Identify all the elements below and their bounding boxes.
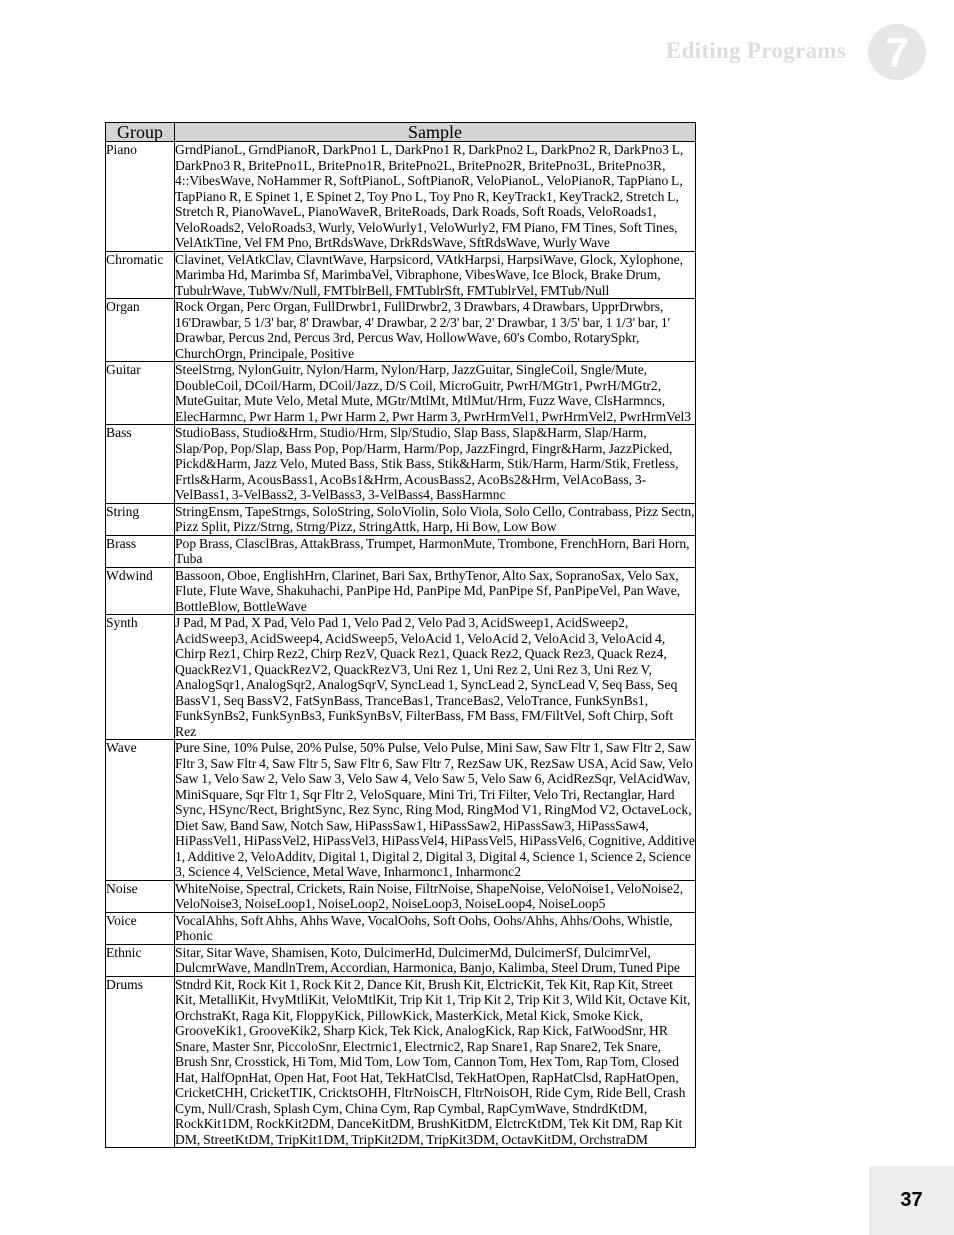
chapter-number: 7 xyxy=(885,29,909,76)
table-row xyxy=(106,976,696,1148)
group-cell: Brass xyxy=(106,535,175,567)
table-row xyxy=(106,142,696,252)
sample-cell: Sitar, Sitar Wave, Shamisen, Koto, DulcimerHd, DulcimerMd, DulcimerSf, DulcimrVel, DulcmrWave, MandlnTrem, Accordian, Harmonica, Banjo, Kalimba, Steel Drum, Tuned Pipe xyxy=(175,944,696,976)
chapter-title: Editing Programs xyxy=(665,38,846,63)
sample-cell: VocalAhhs, Soft Ahhs, Ahhs Wave, VocalOohs, Soft Oohs, Oohs/Ahhs, Ahhs/Oohs, Whistle, Phonic xyxy=(175,912,696,944)
group-cell: Guitar xyxy=(106,362,175,425)
table-row xyxy=(106,251,696,299)
group-cell: Synth xyxy=(106,615,175,740)
group-cell: String xyxy=(106,503,175,535)
sample-cell: Rock Organ, Perc Organ, FullDrwbr1, FullDrwbr2, 3 Drawbars, 4 Drawbars, UpprDrwbrs, 16'Drawbar, 5 1/3' bar, 8' Drawbar, 4' Drawbar, 2 2/3' bar, 2' Drawbar, 1 3/5' bar, 1 1/3' bar, 1' Drawbar, Percus 2nd, Percus 3rd, Percus Wav, HollowWave, 60's Combo, RotarySpkr, ChurchOrgn, Principale, Positive xyxy=(175,299,696,362)
group-cell: Noise xyxy=(106,880,175,912)
sample-cell: Bassoon, Oboe, EnglishHrn, Clarinet, Bari Sax, BrthyTenor, Alto Sax, SopranoSax, Velo Sax, Flute, Flute Wave, Shakuhachi, PanPipe Hd, PanPipe Md, PanPipe Sf, PanPipeVel, Pan Wave, BottleBlow, BottleWave xyxy=(175,567,696,615)
group-cell: Bass xyxy=(106,425,175,504)
column-header-sample: Sample xyxy=(175,123,696,142)
sample-cell: Pure Sine, 10% Pulse, 20% Pulse, 50% Pulse, Velo Pulse, Mini Saw, Saw Fltr 1, Saw Fltr 2, Saw Fltr 3, Saw Fltr 4, Saw Fltr 5, Saw Fltr 6, Saw Fltr 7, RezSaw UK, RezSaw USA, Acid Saw, Velo Saw 1, Velo Saw 2, Velo Saw 3, Velo Saw 4, Velo Saw 5, Velo Saw 6, AcidRezSqr, VelAcidWav, MiniSquare, Sqr Fltr 1, Sqr Fltr 2, VeloSquare, Mini Tri, Tri Filter, Velo Tri, Rectanglar, Hard Sync, HSync/Rect, BrightSync, Rez Sync, Ring Mod, RingMod V1, RingMod V2, OctaveLock, Diet Saw, Band Saw, Notch Saw, HiPassSaw1, HiPassSaw2, HiPassSaw3, HiPassSaw4, HiPassVel1, HiPassVel2, HiPassVel3, HiPassVel4, HiPassVel5, HiPassVel6, Cognitive, Additive 1, Additive 2, VeloAdditv, Digital 1, Digital 2, Digital 3, Digital 4, Science 1, Science 2, Science 3, Science 4, VelScience, Metal Wave, Inharmonc1, Inharmonc2 xyxy=(175,740,695,879)
table-row xyxy=(106,362,696,425)
sample-cell: J Pad, M Pad, X Pad, Velo Pad 1, Velo Pad 2, Velo Pad 3, AcidSweep1, AcidSweep2, AcidSweep3, AcidSweep4, AcidSweep5, VeloAcid 1, VeloAcid 2, VeloAcid 3, VeloAcid 4, Chirp Rez1, Chirp Rez2, Chirp RezV, Quack Rez1, Quack Rez2, Quack Rez3, Quack Rez4, QuackRezV1, QuackRezV2, QuackRezV3, Uni Rez 1, Uni Rez 2, Uni Rez 3, Uni Rez V, AnalogSqr1, AnalogSqr2, AnalogSqrV, SyncLead 1, SyncLead 2, SyncLead V, Seq Bass, Seq BassV1, Seq BassV2, FatSynBass, TranceBas1, TranceBas2, VeloTrance, FunkSynBs1, FunkSynBs2, FunkSynBs3, FunkSynBsV, FilterBass, FM Bass, FM/FiltVel, Soft Chirp, Soft Rez xyxy=(175,615,696,740)
sample-cell: Stndrd Kit, Rock Kit 1, Rock Kit 2, Dance Kit, Brush Kit, ElctricKit, Tek Kit, Rap Kit, Street Kit, MetalliKit, HvyMtliKit, VeloMtlKit, Trip Kit 1, Trip Kit 2, Trip Kit 3, Wild Kit, Octave Kit, OrchstraKt, Raga Kit, FloppyKick, PillowKick, MasterKick, Metal Kick, Smoke Kick, GrooveKik1, GrooveKik2, Sharp Kick, Tek Kick, AnalogKick, Rap Kick, FatWoodSnr, HR Snare, Master Snr, PiccoloSnr, Electrnic1, Electrnic2, Rap Snare1, Rap Snare2, Tek Snare, Brush Snr, Crosstick, Hi Tom, Mid Tom, Low Tom, Cannon Tom, Hex Tom, Rap Tom, Closed Hat, HalfOpnHat, Open Hat, Foot Hat, TekHatClsd, TekHatOpen, RapHatClsd, RapHatOpen, CricketCHH, CricketTIK, CricktsOHH, FltrNoisCH, FltrNoisOH, Ride Cym, Ride Bell, Crash Cym, Null/Crash, Splash Cym, China Cym, Rap Cymbal, RapCymWave, StndrdKtDM, RockKit1DM, RockKit2DM, DanceKitDM, BrushKitDM, ElctrcKtDM, Tek Kit DM, Rap Kit DM, StreetKtDM, TripKit1DM, TripKit2DM, TripKit3DM, OctavKitDM, OrchstraDM xyxy=(175,976,696,1148)
table-row xyxy=(106,299,696,362)
sample-cell: GrndPianoL, GrndPianoR, DarkPno1 L, DarkPno1 R, DarkPno2 L, DarkPno2 R, DarkPno3 L, DarkPno3 R, BritePno1L, BritePno1R, BritePno2L, BritePno2R, BritePno3L, BritePno3R, 4::VibesWave, NoHammer R, SoftPianoL, SoftPianoR, VeloPianoL, VeloPianoR, TapPiano L, TapPiano R, E Spinet 1, E Spinet 2, Toy Pno L, Toy Pno R, KeyTrack1, KeyTrack2, Stretch L, Stretch R, PianoWaveL, PianoWaveR, BriteRoads, Dark Roads, Soft Roads, VeloRoads1, VeloRoads2, VeloRoads3, Wurly, VeloWurly1, VeloWurly2, FM Piano, FM Tines, Soft Tines, VelAtkTine, Vel FM Pno, BrtRdsWave, DrkRdsWave, SftRdsWave, Wurly Wave xyxy=(175,142,696,252)
group-cell: Chromatic xyxy=(106,251,175,299)
sample-cell: Clavinet, VelAtkClav, ClavntWave, Harpsicord, VAtkHarpsi, HarpsiWave, Glock, Xylophone, Marimba Hd, Marimba Sf, MarimbaVel, Vibraphone, VibesWave, Ice Block, Brake Drum, TubulrWave, TubWv/Null, FMTblrBell, FMTublrSft, FMTublrVel, FMTub/Null xyxy=(175,251,696,299)
table-row xyxy=(106,567,696,615)
table-row xyxy=(106,944,696,976)
table-row xyxy=(106,503,696,535)
sample-cell: WhiteNoise, Spectral, Crickets, Rain Noise, FiltrNoise, ShapeNoise, VeloNoise1, VeloNoise2, VeloNoise3, NoiseLoop1, NoiseLoop2, NoiseLoop3, NoiseLoop4, NoiseLoop5 xyxy=(175,880,696,912)
group-cell: Ethnic xyxy=(106,944,175,976)
sample-cell: Pop Brass, ClasclBras, AttakBrass, Trumpet, HarmonMute, Trombone, FrenchHorn, Bari Horn, Tuba xyxy=(175,535,696,567)
group-cell: Wave xyxy=(106,740,175,881)
table-row xyxy=(106,535,696,567)
group-cell: Drums xyxy=(106,976,175,1148)
group-cell: Piano xyxy=(106,142,175,252)
sample-table xyxy=(105,122,696,1148)
column-header-group: Group xyxy=(106,123,175,142)
table-row xyxy=(106,615,696,740)
table-row xyxy=(106,740,696,881)
group-cell: Wdwind xyxy=(106,567,175,615)
table-header-row xyxy=(106,123,696,142)
sample-cell: SteelStrng, NylonGuitr, Nylon/Harm, Nylon/Harp, JazzGuitar, SingleCoil, Sngle/Mute, DoubleCoil, DCoil/Harm, DCoil/Jazz, D/S Coil, MicroGuitr, PwrH/MGtr1, PwrH/MGtr2, MuteGuitar, Mute Velo, Metal Mute, MGtr/MtlMt, MtlMut/Hrm, Fuzz Wave, ClsHarmncs, ElecHarmnc, Pwr Harm 1, Pwr Harm 2, Pwr Harm 3, PwrHrmVel1, PwrHrmVel2, PwrHrmVel3 xyxy=(175,362,696,425)
group-cell: Organ xyxy=(106,299,175,362)
page-number: 37 xyxy=(900,1189,923,1211)
group-cell: Voice xyxy=(106,912,175,944)
table-row xyxy=(106,912,696,944)
table-row xyxy=(106,425,696,504)
table-row xyxy=(106,880,696,912)
sample-cell: StringEnsm, TapeStrngs, SoloString, SoloViolin, Solo Viola, Solo Cello, Contrabass, Pizz Sectn, Pizz Split, Pizz/Strng, Strng/Pizz, StringAttk, Harp, Hi Bow, Low Bow xyxy=(175,503,695,534)
sample-cell: StudioBass, Studio&Hrm, Studio/Hrm, Slp/Studio, Slap Bass, Slap&Harm, Slap/Harm, Slap/Pop, Pop/Slap, Bass Pop, Pop/Harm, Harm/Pop, JazzFingrd, Fingr&Harm, JazzPicked, Pickd&Harm, Jazz Velo, Muted Bass, Stik Bass, Stik&Harm, Stik/Harm, Harm/Stik, Fretless, Frtls&Harm, AcousBass1, AcoBs1&Hrm, AcousBass2, AcoBs2&Hrm, VelAcoBass, 3-VelBass1, 3-VelBass2, 3-VelBass3, 3-VelBass4, BassHarmnc xyxy=(175,425,696,504)
